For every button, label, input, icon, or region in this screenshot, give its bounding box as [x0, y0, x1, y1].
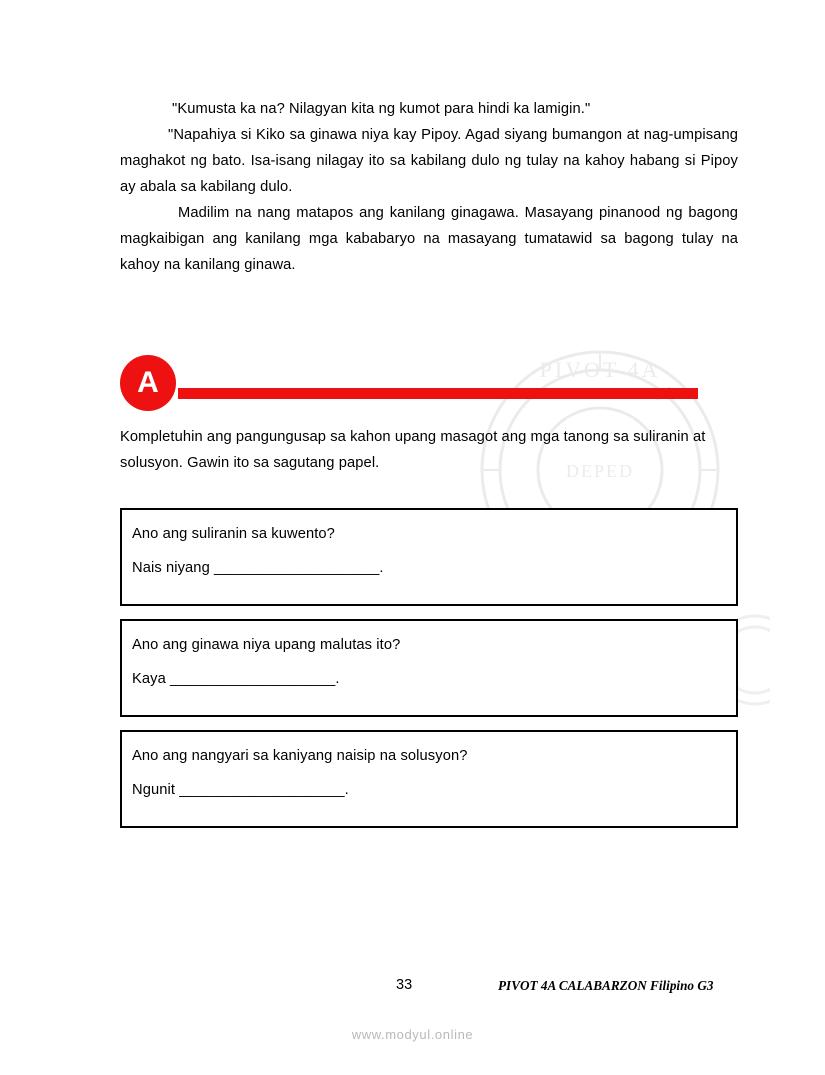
section-letter-badge: A	[120, 355, 176, 411]
section-red-bar	[178, 388, 698, 399]
paragraph-1: "Kumusta ka na? Nilagyan kita ng kumot para hindi ka lamigin."	[172, 101, 591, 117]
answer-box	[120, 508, 738, 606]
answer-box	[120, 730, 738, 828]
answer-box-prompt: Nais niyang ____________________.	[132, 560, 384, 576]
answer-box	[120, 619, 738, 717]
answer-box-question: Ano ang suliranin sa kuwento?	[132, 526, 335, 542]
paragraph-3: Madilim na nang matapos ang kanilang ginagawa. Masayang pinanood ng bagong magkaibigan ang kanilang mga kababaryo na masayang tumatawid sa bagong tulay na kahoy na kanilang ginawa.	[120, 205, 738, 273]
svg-text:DEPED: DEPED	[566, 461, 634, 481]
story-text	[120, 96, 738, 278]
answer-box-question: Ano ang ginawa niya upang malutas ito?	[132, 637, 401, 653]
footer-source: PIVOT 4A CALABARZON Filipino G3	[498, 978, 714, 993]
answer-box-prompt: Ngunit ____________________.	[132, 782, 349, 798]
answer-boxes	[120, 508, 738, 841]
answer-box-prompt: Kaya ____________________.	[132, 671, 340, 687]
page-number: 33	[396, 977, 413, 993]
watermark-url: www.modyul.online	[351, 1027, 474, 1042]
svg-text:PIVOT 4A: PIVOT 4A	[539, 357, 661, 382]
paragraph-2: "Napahiya si Kiko sa ginawa niya kay Pipoy. Agad siyang bumangon at nag-umpisang maghakot ng bato. Isa-isang nilagay ito sa kabilang dulo ng tulay na kahoy habang si Pipoy ay abala sa kabilang dulo.	[120, 127, 738, 195]
activity-instruction: Kompletuhin ang pangungusap sa kahon upang masagot ang mga tanong sa suliranin at solusyon. Gawin ito sa sagutang papel.	[120, 429, 706, 471]
answer-box-question: Ano ang nangyari sa kaniyang naisip na solusyon?	[132, 748, 468, 764]
section-marker	[120, 355, 738, 413]
